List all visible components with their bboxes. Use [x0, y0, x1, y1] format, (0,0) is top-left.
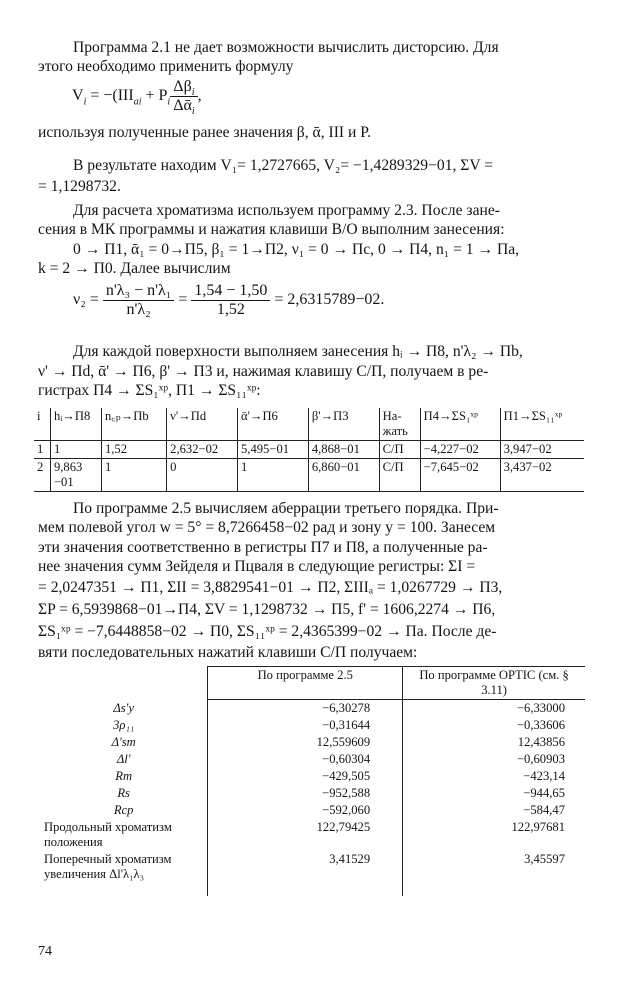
formula-end: , — [197, 87, 202, 105]
table-header-cell: hᵢ→П8 — [50, 408, 101, 441]
table-cell: 122,79425 — [208, 819, 403, 851]
paragraph-line: Для каждой поверхности выполняем занесения hᵢ → П8, n'λ₂ → Пb, — [73, 343, 523, 360]
table-row — [34, 441, 584, 459]
table-header-cell: По программе OPTIC (см. § 3.11) — [403, 667, 585, 700]
table-cell: 0 — [167, 459, 238, 492]
paragraph-line: гистрах П4 → ΣS₁ˣᵖ, П1 → ΣS₁₁ˣᵖ: — [38, 382, 261, 399]
paragraph-line: По программе 2.5 вычисляем аберрации третьего порядка. При- — [73, 500, 499, 517]
distortion-formula: $V_i = -(III_{ai} + P_i$ $\frac{\Delta\beta_i}{\Delta ᾱ_i}$ , — [72, 78, 202, 118]
table-cell: 2 — [34, 459, 50, 492]
table-header-cell: П4→ΣS₁ˣᵖ — [420, 408, 500, 441]
formula-part: + P — [141, 87, 168, 105]
table-cell: −944,65 — [403, 785, 585, 802]
formula-part: = −(III — [86, 87, 134, 105]
table-cell: −4,227−02 — [420, 441, 500, 459]
table-cell: С/П — [379, 441, 420, 459]
table-cell: −423,14 — [403, 768, 585, 785]
paragraph-line: k = 2 → П0. Далее вычислим — [38, 260, 231, 277]
table-row — [40, 768, 585, 785]
table-cell: −0,31644 — [208, 717, 403, 734]
table-cell: −0,60304 — [208, 751, 403, 768]
formula-lhs: V — [72, 87, 84, 105]
row-label: Поперечный хроматизм увеличения Δl'λ₁λ₃ — [44, 852, 172, 881]
table-row — [40, 819, 585, 851]
row-label: Δl' — [116, 752, 131, 766]
table-cell: −592,060 — [208, 802, 403, 819]
paragraph-line: ΣP = 6,5939868−01→П4, ΣV = 1,1298732 → П5, f' = 1606,2274 → П6, — [38, 601, 496, 618]
paragraph-line: эти значения соответственно в регистры П7 и П8, а полученные ра- — [38, 539, 488, 556]
table-cell: −7,645−02 — [420, 459, 500, 492]
paragraph-line: 0 → П1, ᾱ₁ = 0→П5, β₁ = 1→П2, ν₁ = 0 → Пc, 0 → П4, n₁ = 1 → Пa, — [73, 241, 520, 258]
table-cell: 3,41529 — [208, 851, 403, 896]
table-header-cell: ν'→Пd — [167, 408, 238, 441]
formula-result: = 2,6315789−02. — [274, 291, 385, 309]
paragraph-line: этого необходимо применить формулу — [38, 58, 294, 75]
formula-numerator: 1,54 − 1,50 — [191, 282, 270, 301]
paragraph-line: вяти последовательных нажатий клавиши С/П получаем: — [38, 644, 418, 661]
table-cell: 1 — [50, 441, 101, 459]
table-row — [40, 700, 585, 718]
row-label: Δs'y — [113, 700, 134, 715]
table-cell: 122,97681 — [403, 819, 585, 851]
row-label: Продольный хроматизм положения — [44, 820, 172, 849]
paragraph-line: ν' → Пd, ᾱ' → П6, β' → П3 и, нажимая клавишу С/П, получаем в ре- — [38, 363, 489, 380]
table-header-cell: ᾱ'→П6 — [238, 408, 309, 441]
table-header-cell: n꜀ₚ→Пb — [101, 408, 166, 441]
table-row — [40, 751, 585, 768]
table-cell: 3,437−02 — [500, 459, 584, 492]
table-cell: 2,632−02 — [167, 441, 238, 459]
table-cell: −429,505 — [208, 768, 403, 785]
table-header-cell — [40, 667, 208, 700]
paragraph-line: = 1,1298732. — [38, 178, 121, 195]
table-cell: −0,33606 — [403, 717, 585, 734]
table-cell: −584,47 — [403, 802, 585, 819]
row-label: Rcp — [113, 803, 134, 817]
surface-table — [34, 408, 584, 492]
table-cell: 5,495−01 — [238, 441, 309, 459]
row-label: Rs — [117, 786, 130, 800]
table-cell: 1 — [101, 459, 166, 492]
table-row — [40, 851, 585, 896]
table-row — [40, 785, 585, 802]
paragraph-line: ΣS₁ˣᵖ = −7,6448858−02 → П0, ΣS₁₁ˣᵖ = 2,4365399−02 → Пa. После де- — [38, 623, 497, 640]
table-cell: 9,863 −01 — [50, 459, 101, 492]
formula-denominator: Δᾱ — [173, 97, 192, 114]
table-cell: С/П — [379, 459, 420, 492]
table-header-cell: П1→ΣS₁₁ˣᵖ — [500, 408, 584, 441]
dispersion-formula — [73, 282, 384, 319]
table-cell: −6,30278 — [208, 700, 403, 718]
paragraph-line: В результате находим V₁= 1,2727665, V₂= −1,4289329−01, ΣV = — [73, 157, 494, 174]
table-cell: 3,45597 — [403, 851, 585, 896]
table-header-row — [40, 667, 585, 700]
paragraph-line: нее значения сумм Зейделя и Пцваля в следующие регистры: ΣI = — [38, 558, 476, 575]
paragraph-line: мем полевой угол w = 5° = 8,7266458−02 рад и зону y = 100. Занесем — [38, 519, 496, 536]
paragraph-line: Программа 2.1 не дает возможности вычислить дисторсию. Для — [73, 39, 499, 56]
table-cell: −952,588 — [208, 785, 403, 802]
formula-numerator: n'λ₃ − n'λ₁ — [103, 282, 174, 301]
table-row — [40, 802, 585, 819]
table-header-cell: β'→П3 — [308, 408, 379, 441]
table-header-row — [34, 408, 584, 441]
formula-denominator: n'λ₂ — [126, 301, 151, 318]
table-cell: −6,33000 — [403, 700, 585, 718]
table-header-cell: По программе 2.5 — [208, 667, 403, 700]
row-label: Rm — [115, 769, 133, 783]
row-label: 3ρ₁₁ — [113, 718, 135, 732]
table-cell: 3,947−02 — [500, 441, 584, 459]
formula-equals: = — [178, 291, 188, 309]
paragraph-line: сения в МК программы и нажатия клавиши В/О выполним занесения: — [38, 221, 505, 238]
table-header-cell: i — [34, 408, 50, 441]
paragraph-line: используя полученные ранее значения β, ᾱ, III и P. — [38, 124, 372, 141]
page-number: 74 — [38, 944, 52, 959]
table-cell: −0,60903 — [403, 751, 585, 768]
table-cell: 12,43856 — [403, 734, 585, 751]
table-row — [40, 734, 585, 751]
table-cell: 4,868−01 — [308, 441, 379, 459]
formula-lhs: ν₂ = — [73, 291, 99, 309]
paragraph-line: = 2,0247351 → П1, ΣII = 3,8829541−01 → П2, ΣIIIₐ = 1,0267729 → П3, — [38, 579, 503, 596]
table-cell: 1 — [34, 441, 50, 459]
table-cell: 1,52 — [101, 441, 166, 459]
comparison-table — [40, 666, 585, 896]
row-label: Δ'sm — [111, 735, 136, 749]
table-header-cell: На-жать — [379, 408, 420, 441]
formula-numerator: Δβ — [173, 78, 192, 95]
formula-denominator: 1,52 — [216, 301, 245, 318]
paragraph-line: Для расчета хроматизма используем программу 2.3. После зане- — [73, 202, 500, 219]
table-row — [34, 459, 584, 492]
table-cell: 6,860−01 — [308, 459, 379, 492]
table-row — [40, 717, 585, 734]
table-cell: 12,559609 — [208, 734, 403, 751]
table-cell: 1 — [238, 459, 309, 492]
